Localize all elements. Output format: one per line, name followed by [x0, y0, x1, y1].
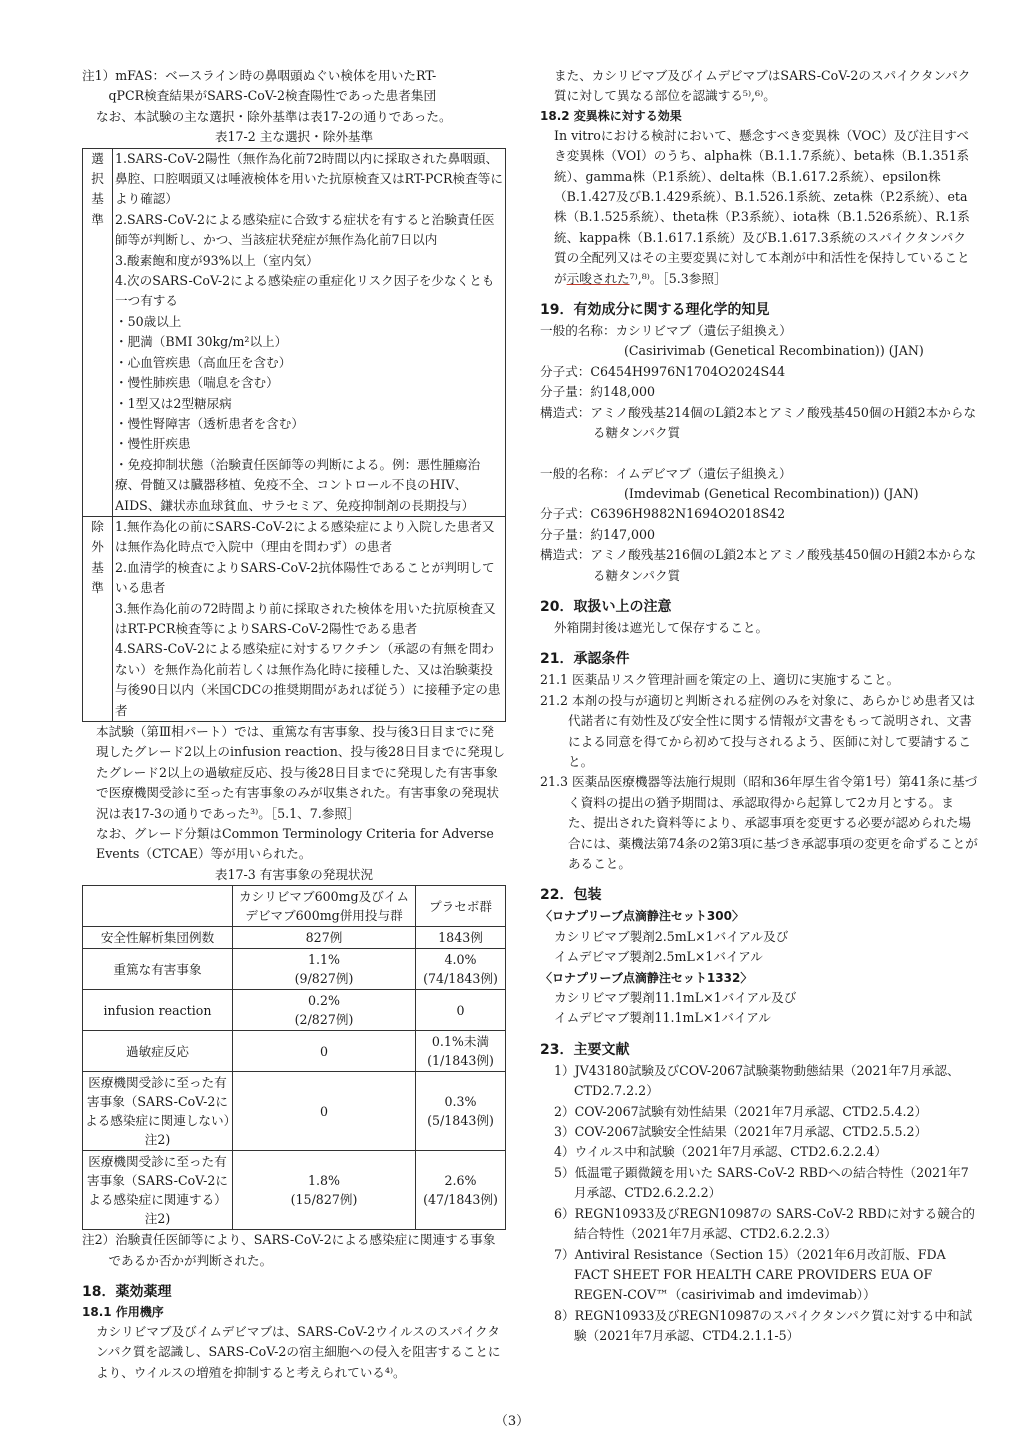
- drug2-structure: 構造式：アミノ酸残基216個のL鎖2本とアミノ酸残基450個のH鎖2本からなる糖タンパク質: [540, 547, 977, 583]
- table-cell: 0.2% (2/827例): [233, 990, 416, 1031]
- table-row: [83, 949, 506, 990]
- table-cell: 0.1%未満 (1/1843例): [416, 1031, 506, 1072]
- list-item: ・免疫抑制状態（治験責任医師等の判断による。例：悪性腫瘍治療、骨髄又は臓器移植、免疫不全、コントロール不良のHIV、AIDS、鎌状赤血球貧血、サラセミア、免疫抑制剤の長期投与）: [115, 456, 481, 513]
- list-item: ・50歳以上: [115, 313, 182, 329]
- section-23-heading: 23．主要文献: [540, 1041, 630, 1058]
- table-header-row: [83, 886, 506, 927]
- section-18-1-text: カシリビマブ及びイムデビマブは、SARS-CoV-2ウイルスのスパイクタンパク質を認識し、SARS-CoV-2の宿主細胞への侵入を阻害することにより、ウイルスの増殖を抑制すると考えられている⁴⁾。: [96, 1324, 501, 1380]
- table-17-2-caption: 表17-2 主な選択・除外基準: [214, 129, 374, 145]
- table-cell: 2.6% (47/1843例): [416, 1151, 506, 1230]
- drug1-formula: 分子式：C6454H9976N1704O2024S44: [540, 363, 786, 379]
- drug2-name-en: (Imdevimab (Genetical Recombination)) (JAN): [624, 485, 919, 501]
- section-20-heading: 20．取扱い上の注意: [540, 598, 672, 615]
- table-cell: 1843例: [416, 927, 506, 949]
- drug2-name: 一般的名称：イムデビマブ（遺伝子組換え）: [540, 465, 792, 481]
- list-item: ・慢性肺疾患（喘息を含む）: [115, 375, 279, 391]
- pack1-title: 〈ロナプリーブ点滴静注セット300〉: [540, 909, 744, 924]
- exclusion-criteria: [113, 516, 506, 721]
- table-17-3-caption: 表17-3 有害事象の発現状況: [214, 866, 374, 882]
- pack1-line-b: イムデビマブ製剤2.5mL×1バイアル: [554, 949, 763, 965]
- section-18-1-heading: 18.1 作用機序: [82, 1305, 164, 1320]
- row-label: infusion reaction: [83, 990, 233, 1031]
- table-cell: 827例: [233, 927, 416, 949]
- table-row: [83, 1072, 506, 1151]
- empty-header: [83, 886, 233, 927]
- table-17-3: [82, 885, 506, 1230]
- drug1-name-en: (Casirivimab (Genetical Recombination)) (JAN): [624, 343, 924, 359]
- table-row: [83, 1151, 506, 1230]
- list-item: 6）REGN10933及びREGN10987の SARS-CoV-2 RBDに対する競合的結合特性（2021年7月承認、CTD2.6.2.2.3）: [554, 1205, 975, 1242]
- list-item: 4）ウイルス中和試験（2021年7月承認、CTD2.6.2.2.4）: [554, 1144, 888, 1160]
- row-label: 安全性解析集団例数: [83, 927, 233, 949]
- section-18-2-heading: 18.2 変異株に対する効果: [540, 108, 682, 123]
- pack2-title: 〈ロナプリーブ点滴静注セット1332〉: [540, 970, 753, 985]
- table-row: [83, 927, 506, 949]
- underlined-phrase: 示唆された: [566, 270, 630, 286]
- section-22-heading: 22．包装: [540, 887, 602, 904]
- list-item: 1.SARS-CoV-2陽性（無作為化前72時間以内に採取された鼻咽頭、鼻腔、口腔咽頭又は唾液検体を用いた抗原検査又はRT-PCR検査等により確認）: [115, 150, 503, 207]
- table-cell: 1.1% (9/827例): [233, 949, 416, 990]
- list-item: 8）REGN10933及びREGN10987のスパイクタンパク質に対する中和試験（2021年7月承認、CTD4.2.1.1-5）: [554, 1307, 973, 1344]
- left-column: [82, 66, 506, 1383]
- column-header-combo: カシリビマブ600mg及びイムデビマブ600mg併用投与群: [233, 886, 416, 927]
- table-cell: 4.0% (74/1843例): [416, 949, 506, 990]
- drug2-formula: 分子式：C6396H9882N1694O2018S42: [540, 506, 786, 522]
- inclusion-criteria: [113, 148, 506, 516]
- list-item: 3.無作為化前の72時間より前に採取された検体を用いた抗原検査又はRT-PCR検査等によりSARS-CoV-2陽性である患者: [115, 600, 496, 636]
- ctcae-paragraph: なお、グレード分類はCommon Terminology Criteria for Adverse Events（CTCAE）等が用いられた。: [96, 826, 494, 862]
- list-item: 1.無作為化の前にSARS-CoV-2による感染症により入院した患者又は無作為化時点で入院中（理由を問わず）の患者: [115, 518, 495, 555]
- row-label: 過敏症反応: [83, 1031, 233, 1072]
- table-row: [83, 516, 506, 721]
- table-row: [83, 148, 506, 516]
- list-item: 1）JV43180試験及びCOV-2067試験薬物動態結果（2021年7月承認、CTD2.7.2.2）: [554, 1062, 960, 1099]
- row-label: 医療機関受診に至った有害事象（SARS-CoV-2による感染症に関連しない）注2): [83, 1072, 233, 1151]
- approval-conditions: [540, 670, 978, 874]
- adverse-events-paragraph: 本試験（第Ⅲ相パート）では、重篤な有害事象、投与後3日目までに発現したグレード2以上のinfusion reaction、投与後28日目までに発現したグレード2以上の過敏症反応、投与後28日目までに発現した有害事象で医療機関受診に至った有害事象のみが収集された。有害事象の発現状況は表17-3の通りであった³⁾。［5.1、7.参照］: [96, 724, 506, 821]
- footnote-1: 注1）mFAS：ベースライン時の鼻咽頭ぬぐい検体を用いたRT- qPCR検査結果がSARS-CoV-2検査陽性であった患者集団: [82, 68, 437, 104]
- list-item: 21.1 医薬品リスク管理計画を策定の上、適切に実施すること。: [540, 672, 900, 688]
- list-item: 5）低温電子顕微鏡を用いた SARS-CoV-2 RBDへの結合特性（2021年7月承認、CTD2.6.2.2.2）: [554, 1164, 969, 1201]
- right-column: [540, 66, 978, 1347]
- list-item: ・肥満（BMI 30kg/m²以上）: [115, 334, 288, 350]
- list-item: 21.3 医薬品医療機器等法施行規則（昭和36年厚生省令第1号）第41条に基づく資料の提出の猶予期間は、承認取得から起算して2カ月とする。また、提出された資料等により、承認事項を変更する必要が認められた場合には、薬機法第74条の2第3項に基づき承認事項の変更を命ずることがあること。: [540, 774, 978, 871]
- section-18-1-continued: また、カシリビマブ及びイムデビマブはSARS-CoV-2のスパイクタンパク質に対して異なる部位を認識する⁵⁾,⁶⁾。: [554, 68, 971, 104]
- table-row: [83, 990, 506, 1031]
- inclusion-label: 選択基準: [83, 148, 113, 516]
- section-21-heading: 21．承認条件: [540, 651, 630, 668]
- drug1-weight: 分子量：約148,000: [540, 384, 656, 400]
- footnote-2: 注2）治験責任医師等により、SARS-CoV-2による感染症に関連する事象であるか否かが判断された。: [82, 1232, 496, 1268]
- table-cell: 1.8% (15/827例): [233, 1151, 416, 1230]
- section-18-heading: 18．薬効薬理: [82, 1284, 172, 1301]
- drug2-weight: 分子量：約147,000: [540, 526, 656, 542]
- row-label: 重篤な有害事象: [83, 949, 233, 990]
- drug1-name: 一般的名称：カシリビマブ（遺伝子組換え）: [540, 323, 792, 339]
- list-item: 2.血清学的検査によりSARS-CoV-2抗体陽性であることが判明している患者: [115, 559, 495, 596]
- pack1-line-a: カシリビマブ製剤2.5mL×1バイアル及び: [554, 928, 789, 944]
- table-cell: 0: [416, 990, 506, 1031]
- reference-list: [540, 1061, 978, 1347]
- criteria-intro: なお、本試験の主な選択・除外基準は表17-2の通りであった。: [96, 108, 452, 124]
- section-18-2-text: In vitroにおける検討において、懸念すべき変異株（VOC）及び注目すべき変異株（VOI）のうち、alpha株（B.1.1.7系統）、beta株（B.1.351系統）、gamma株（P.1系統）、delta株（B.1.617.2系統）、epsilon株（B.1.427及びB.1.429系統）、B.1.526.1系統、zeta株（P.2系統）、eta株（B.1.525系統）、theta株（P.3系統）、iota株（B.1.526系統）、R.1系統、kappa株（B.1.617.1系統）及びB.1.617.3系統のスパイクタンパク質の全配列又はその主要変異に対して本剤が中和活性を保持していることが示唆された⁷⁾,⁸⁾。［5.3参照］: [554, 127, 970, 286]
- table-cell: 0: [233, 1031, 416, 1072]
- row-label: 医療機関受診に至った有害事象（SARS-CoV-2による感染症に関連する）注2): [83, 1151, 233, 1230]
- pack2-line-a: カシリビマブ製剤11.1mL×1バイアル及び: [554, 990, 797, 1006]
- page-number: （3）: [494, 1413, 530, 1429]
- table-cell: 0: [233, 1072, 416, 1151]
- list-item: 21.2 本剤の投与が適切と判断される症例のみを対象に、あらかじめ患者又は代諾者に有効性及び安全性に関する情報が文書をもって説明され、文書による同意を得てから初めて投与されるよう、医師に対して要請すること。: [540, 692, 976, 769]
- list-item: ・慢性肝疾患: [115, 436, 191, 452]
- list-item: ・1型又は2型糖尿病: [115, 395, 232, 411]
- drug1-structure: 構造式：アミノ酸残基214個のL鎖2本とアミノ酸残基450個のH鎖2本からなる糖タンパク質: [540, 404, 977, 441]
- list-item: ・慢性腎障害（透析患者を含む）: [115, 415, 304, 431]
- section-20-text: 外箱開封後は遮光して保存すること。: [554, 619, 769, 635]
- list-item: 7）Antiviral Resistance（Section 15）（2021年6月改訂版、FDA FACT SHEET FOR HEALTH CARE PROVIDERS EUA OF REGEN-COV™（casirivimab and imdevimab））: [554, 1246, 946, 1303]
- section-19-heading: 19．有効成分に関する理化学的知見: [540, 302, 770, 319]
- list-item: 2）COV-2067試験有効性結果（2021年7月承認、CTD2.5.4.2）: [554, 1103, 928, 1119]
- list-item: 3）COV-2067試験安全性結果（2021年7月承認、CTD2.5.5.2）: [554, 1124, 928, 1140]
- list-item: 4.次のSARS-CoV-2による感染症の重症化リスク因子を少なくとも一つ有する: [115, 273, 495, 309]
- table-17-2: [82, 148, 506, 722]
- column-header-placebo: プラセボ群: [416, 886, 506, 927]
- list-item: 4.SARS-CoV-2による感染症に対するワクチン（承認の有無を問わない）を無作為化前若しくは無作為化時に接種した、又は治験薬投与後90日以内（米国CDCの推奨期間があれば従う）に接種予定の患者: [115, 641, 501, 718]
- pack2-line-b: イムデビマブ製剤11.1mL×1バイアル: [554, 1010, 771, 1026]
- table-cell: 0.3% (5/1843例): [416, 1072, 506, 1151]
- exclusion-label: 除外基準: [83, 516, 113, 721]
- list-item: 3.酸素飽和度が93%以上（室内気）: [115, 252, 319, 268]
- list-item: 2.SARS-CoV-2による感染症に合致する症状を有すると治験責任医師等が判断し、かつ、当該症状発症が無作為化前7日以内: [115, 211, 495, 248]
- list-item: ・心血管疾患（高血圧を含む）: [115, 354, 292, 370]
- table-row: [83, 1031, 506, 1072]
